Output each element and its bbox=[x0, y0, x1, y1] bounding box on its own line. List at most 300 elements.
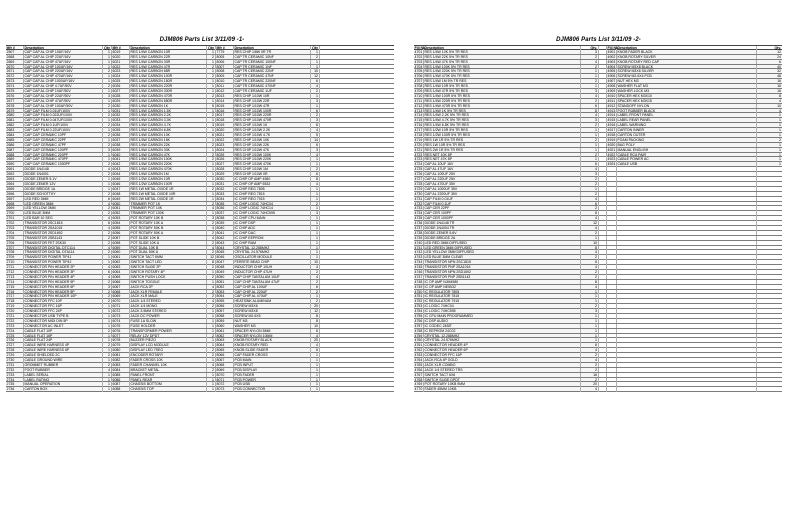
table-cell: CAP CAP AL CHIP 22UF/50V bbox=[24, 94, 103, 99]
table-cell: 10 bbox=[311, 324, 320, 329]
table-cell: CAP TR CERAMIC 470NF bbox=[234, 84, 311, 89]
table-cell bbox=[757, 348, 782, 353]
table-cell: CARTON BOX bbox=[24, 387, 103, 392]
table-cell bbox=[599, 216, 607, 221]
table-cell: 8050 bbox=[216, 275, 234, 280]
table-cell: TRANSISTOR 2SC1815 bbox=[24, 221, 103, 226]
table-cell: 2 bbox=[311, 89, 320, 94]
table-cell: 4 bbox=[207, 206, 216, 211]
table-cell: RES CHIP 1/10W 4.7K bbox=[234, 133, 311, 138]
table-cell bbox=[607, 221, 617, 226]
table-cell: 6034 bbox=[112, 123, 130, 128]
table-cell: 8012 bbox=[216, 89, 234, 94]
table-cell: 2733 bbox=[6, 373, 24, 378]
page-1-table bbox=[6, 45, 394, 392]
table-cell: 2689 bbox=[6, 157, 24, 162]
table-cell: 6040 bbox=[112, 153, 130, 158]
table-cell bbox=[607, 338, 617, 343]
table-cell: 8015 bbox=[216, 104, 234, 109]
table-cell bbox=[320, 177, 394, 182]
table-cell: RES 1/4W 220R 5% TR RES bbox=[424, 99, 581, 104]
table-cell: JACK 1/4 MONO bbox=[130, 304, 207, 309]
table-cell bbox=[617, 329, 757, 334]
table-cell: 4717 bbox=[414, 128, 423, 133]
table-cell: IC CHIP LOGIC 74HC04 bbox=[234, 202, 311, 207]
table-cell: RES 1/4W CARBON 150R bbox=[130, 79, 207, 84]
table-cell: 4727 bbox=[414, 177, 423, 182]
table-cell bbox=[599, 246, 607, 251]
table-cell: 2 bbox=[103, 206, 112, 211]
table-cell: 1 bbox=[757, 133, 782, 138]
table-cell bbox=[757, 343, 782, 348]
table-cell: TRANSISTOR PNP 2SA1015 bbox=[424, 265, 581, 270]
column-header: Fill No. bbox=[607, 46, 620, 50]
table-cell: CRYSTAL 24.576MHZ bbox=[234, 250, 311, 255]
table-cell: LED BLUE 3MM bbox=[24, 211, 103, 216]
table-cell: 4708 bbox=[414, 84, 423, 89]
table-cell bbox=[607, 304, 617, 309]
table-cell: 4712 bbox=[414, 103, 423, 108]
table-cell: TRANSISTOR DIGITAL DTC114 bbox=[24, 246, 103, 251]
table-cell: 6025 bbox=[112, 79, 130, 84]
table-cell: RES 1/4W 470R 5% TR RES bbox=[424, 104, 581, 109]
table-cell bbox=[599, 84, 607, 89]
table-cell: 4 bbox=[581, 265, 599, 270]
table-cell: CAP FADER CROSS bbox=[234, 353, 311, 358]
table-cell: 8051 bbox=[216, 280, 234, 285]
table-cell: 1 bbox=[207, 69, 216, 74]
table-cell: 4738 bbox=[414, 230, 423, 235]
table-cell bbox=[617, 202, 757, 207]
table-cell: 8035 bbox=[216, 202, 234, 207]
table-cell: 2703 bbox=[6, 226, 24, 231]
table-cell: 4 bbox=[311, 128, 320, 133]
table-cell: SWITCH SLIDE DPDT bbox=[424, 378, 581, 383]
table-cell: HEATSINK ALUMINUM bbox=[234, 299, 311, 304]
table-cell: 4 bbox=[103, 167, 112, 172]
table-cell: 6 bbox=[757, 60, 782, 65]
table-cell: 2 bbox=[103, 280, 112, 285]
table-cell: 8066 bbox=[216, 353, 234, 358]
table-cell: 3 bbox=[207, 123, 216, 128]
table-cell: 4 bbox=[207, 226, 216, 231]
table-cell: 2675 bbox=[6, 89, 24, 94]
table-cell: 4742 bbox=[414, 250, 423, 255]
table-cell: 2 bbox=[207, 143, 216, 148]
table-cell: 2 bbox=[207, 113, 216, 118]
table-cell: 4924 bbox=[607, 162, 616, 167]
table-cell: RES 1/4W CARBON 330R bbox=[130, 89, 207, 94]
table-cell: 6065 bbox=[112, 275, 130, 280]
table-cell: CAP AL 10UF 16V bbox=[424, 162, 581, 167]
table-cell: 8 bbox=[581, 109, 599, 114]
page-2-table bbox=[414, 45, 782, 392]
table-cell: 1 bbox=[207, 324, 216, 329]
table-cell: CAP CAP FILM 0.22UF/100V bbox=[24, 128, 103, 133]
table-cell bbox=[320, 378, 394, 383]
table-cell: 8044 bbox=[216, 246, 234, 251]
table-cell: 4919 bbox=[607, 137, 616, 142]
table-cell: SPACER HEX M3X15 bbox=[617, 99, 757, 104]
table-cell: CONNECTOR PIN HEADER 6P bbox=[24, 285, 103, 290]
table-cell: SCREW M3X8 BLACK bbox=[617, 65, 757, 70]
table-cell bbox=[599, 378, 607, 383]
table-cell: 2718 bbox=[6, 299, 24, 304]
table-cell bbox=[757, 382, 782, 387]
table-cell: 6086 bbox=[112, 378, 130, 383]
table-cell: RES CHIP 1/10W 47R bbox=[234, 104, 311, 109]
table-cell: 6071 bbox=[112, 304, 130, 309]
table-cell: RES 1W 1R 5% TR RES bbox=[424, 138, 581, 143]
table-cell: CONNECTOR MIDI DIN 5P bbox=[24, 319, 103, 324]
table-cell: RES 1/4W CARBON 22K bbox=[130, 143, 207, 148]
table-cell: 2 bbox=[207, 265, 216, 270]
table-cell bbox=[320, 128, 394, 133]
table-cell: 4 bbox=[581, 285, 599, 290]
table-cell: 2 bbox=[581, 177, 599, 182]
table-cell: 2716 bbox=[6, 290, 24, 295]
table-cell: 4713 bbox=[414, 108, 423, 113]
table-cell: CAP CAP AL CHIP 10UF/50V bbox=[24, 89, 103, 94]
table-cell bbox=[607, 348, 617, 353]
table-cell bbox=[757, 285, 782, 290]
table-cell: 6087 bbox=[112, 382, 130, 387]
table-cell: 8036 bbox=[216, 206, 234, 211]
table-cell: 1 bbox=[311, 378, 320, 383]
table-cell: 1 bbox=[103, 89, 112, 94]
table-cell: 1 bbox=[207, 329, 216, 334]
table-cell: PCB MAIN bbox=[234, 358, 311, 363]
table-cell: CAP CAP AL CHIP 4.7UF/50V bbox=[24, 84, 103, 89]
table-cell: 4 bbox=[581, 113, 599, 118]
table-cell: 6044 bbox=[112, 172, 130, 177]
table-cell: LED BAR 10 SEG bbox=[24, 216, 103, 221]
table-cell bbox=[757, 221, 782, 226]
table-cell: CAP TR CERAMIC 1NF bbox=[234, 65, 311, 70]
table-cell: 8005 bbox=[216, 55, 234, 60]
table-cell bbox=[607, 280, 617, 285]
table-cell bbox=[599, 382, 607, 387]
table-cell: SPACER NYLON 5MM bbox=[234, 329, 311, 334]
table-cell: 2 bbox=[581, 138, 599, 143]
table-cell: 1 bbox=[757, 162, 782, 167]
table-cell: 8017 bbox=[216, 113, 234, 118]
table-cell: RES 1/4W CARBON 6.8K bbox=[130, 128, 207, 133]
table-cell: 1 bbox=[581, 319, 599, 324]
table-cell: 4 bbox=[311, 265, 320, 270]
table-cell: 8070 bbox=[216, 373, 234, 378]
table-cell: 40 bbox=[757, 65, 782, 70]
table-cell: POT SLIDE 10K A bbox=[130, 241, 207, 246]
table-cell: 1 bbox=[103, 382, 112, 387]
table-cell: 2 bbox=[581, 99, 599, 104]
table-cell: 8 bbox=[581, 280, 599, 285]
table-cell: 4711 bbox=[414, 98, 423, 103]
table-cell: 6077 bbox=[112, 334, 130, 339]
table-cell: IC REGULATOR 7815 bbox=[424, 294, 581, 299]
table-cell: RES 1/4W CARBON 100K bbox=[130, 157, 207, 162]
table-cell: 4703 bbox=[414, 59, 423, 64]
table-cell: 6020 bbox=[112, 55, 130, 60]
table-cell: 8065 bbox=[216, 348, 234, 353]
table-cell bbox=[599, 211, 607, 216]
table-cell: RES 1/4W CARBON 220R bbox=[130, 84, 207, 89]
table-cell bbox=[599, 373, 607, 378]
table-cell: CAP TR CERAMIC 22NF bbox=[234, 69, 311, 74]
table-cell: 8039 bbox=[216, 221, 234, 226]
table-cell: SCREW M3X6 bbox=[234, 304, 311, 309]
table-cell: RES CHIP 1/10W 47K bbox=[234, 148, 311, 153]
table-cell: 4901 bbox=[607, 49, 616, 54]
table-cell: 2696 bbox=[6, 192, 24, 197]
table-cell: 2 bbox=[311, 202, 320, 207]
table-cell bbox=[607, 319, 617, 324]
table-cell bbox=[320, 118, 394, 123]
table-cell: 2 bbox=[103, 113, 112, 118]
table-cell: 4715 bbox=[414, 118, 423, 123]
table-cell: 8023 bbox=[216, 143, 234, 148]
table-cell: IC CHIP DSP bbox=[234, 221, 311, 226]
table-cell: 2677 bbox=[6, 99, 24, 104]
table-cell: 4916 bbox=[607, 123, 616, 128]
table-cell: RES 1/4W CARBON 2.2K bbox=[130, 113, 207, 118]
table-cell bbox=[757, 373, 782, 378]
table-cell: SCREW M2.6X4 PCB bbox=[617, 74, 757, 79]
table-cell: CAP CAP CERAMIC 47PF bbox=[24, 143, 103, 148]
table-cell: 8047 bbox=[216, 260, 234, 265]
table-cell: 4743 bbox=[414, 255, 423, 260]
table-cell: 8052 bbox=[216, 285, 234, 290]
table-cell: 5 bbox=[207, 104, 216, 109]
table-cell bbox=[320, 55, 394, 60]
table-cell: 4760 bbox=[414, 338, 423, 343]
table-cell bbox=[599, 290, 607, 295]
table-cell: 1 bbox=[311, 206, 320, 211]
table-cell: CAP TR CERAMIC 1UF bbox=[234, 89, 311, 94]
table-cell: KNOB ROTARY BLACK bbox=[234, 338, 311, 343]
table-cell: 6046 bbox=[112, 182, 130, 187]
table-cell: CRYSTAL 12.288MHZ bbox=[424, 334, 581, 339]
table-cell bbox=[757, 334, 782, 339]
table-cell: 2699 bbox=[6, 206, 24, 211]
table-cell: 6055 bbox=[112, 226, 130, 231]
table-cell: 1 bbox=[311, 65, 320, 70]
table-cell: TRANSISTOR DIGITAL DTA114 bbox=[24, 250, 103, 255]
table-cell: 6 bbox=[311, 285, 320, 290]
table-cell: LED YELLOW 3MM DIFFUSED bbox=[424, 250, 581, 255]
table-cell: 4721 bbox=[414, 147, 423, 152]
table-cell bbox=[599, 94, 607, 99]
table-cell: IC REGULATOR 7915 bbox=[424, 299, 581, 304]
table-cell: RES 1/4W 6.8K 5% TR RES bbox=[424, 123, 581, 128]
table-cell bbox=[607, 314, 617, 319]
table-cell: 16 bbox=[581, 373, 599, 378]
table-cell: 2 bbox=[103, 84, 112, 89]
table-cell bbox=[617, 226, 757, 231]
table-cell bbox=[757, 192, 782, 197]
table-cell bbox=[617, 241, 757, 246]
table-cell: 6068 bbox=[112, 290, 130, 295]
table-cell: 1 bbox=[207, 387, 216, 392]
table-cell: CABLE GROUND WIRE bbox=[24, 358, 103, 363]
table-cell: FERRITE BEAD CHIP bbox=[234, 260, 311, 265]
table-cell: 6 bbox=[581, 104, 599, 109]
table-cell: 1 bbox=[581, 299, 599, 304]
table-cell: IC REGULATOR 7805 bbox=[424, 290, 581, 295]
table-cell: 4733 bbox=[414, 206, 423, 211]
table-cell: CAP CAP CERAMIC 470PF bbox=[24, 157, 103, 162]
table-cell: 2680 bbox=[6, 113, 24, 118]
table-cell: STANDOFF NYLON bbox=[617, 104, 757, 109]
table-cell bbox=[607, 275, 617, 280]
table-cell: 1 bbox=[207, 172, 216, 177]
table-cell: 4723 bbox=[414, 157, 423, 162]
table-cell: 2685 bbox=[6, 138, 24, 143]
table-cell: 6072 bbox=[112, 309, 130, 314]
table-cell: RES 1/4W CARBON 68R bbox=[130, 69, 207, 74]
table-cell bbox=[599, 309, 607, 314]
table-cell: 8014 bbox=[216, 99, 234, 104]
table-cell bbox=[320, 94, 394, 99]
table-cell: 2 bbox=[581, 363, 599, 368]
table-cell bbox=[607, 343, 617, 348]
table-cell: 6074 bbox=[112, 319, 130, 324]
table-cell: 6 bbox=[581, 202, 599, 207]
table-cell: CONNECTOR AC INLET bbox=[24, 324, 103, 329]
table-cell: RES CHIP 1/10W 2.2K bbox=[234, 128, 311, 133]
table-cell: SWITCH TOGGLE bbox=[130, 280, 207, 285]
table-cell: 2507 bbox=[6, 50, 24, 55]
table-cell bbox=[607, 387, 617, 392]
table-cell bbox=[599, 334, 607, 339]
table-cell: INDUCTOR CHIP 47UH bbox=[234, 270, 311, 275]
table-cell bbox=[757, 314, 782, 319]
table-cell: 2 bbox=[207, 187, 216, 192]
table-cell: 4741 bbox=[414, 245, 423, 250]
table-cell: 4 bbox=[103, 226, 112, 231]
table-cell: 2 bbox=[103, 343, 112, 348]
table-cell bbox=[320, 123, 394, 128]
table-cell: 1 bbox=[757, 113, 782, 118]
table-cell: 1 bbox=[207, 314, 216, 319]
table-cell: 4718 bbox=[414, 133, 423, 138]
table-cell bbox=[320, 246, 394, 251]
table-cell: 2671 bbox=[6, 69, 24, 74]
table-cell: 2 bbox=[207, 294, 216, 299]
table-cell: 3 bbox=[103, 94, 112, 99]
table-cell: 8064 bbox=[216, 343, 234, 348]
table-cell: 2 bbox=[581, 255, 599, 260]
table-cell: 2 bbox=[207, 348, 216, 353]
table-cell: 1 bbox=[103, 79, 112, 84]
table-cell: 4729 bbox=[414, 186, 423, 191]
table-cell: PCB USB bbox=[234, 382, 311, 387]
table-cell: 1 bbox=[103, 348, 112, 353]
table-cell: 4 bbox=[581, 94, 599, 99]
table-cell: 8037 bbox=[216, 211, 234, 216]
table-cell: 6069 bbox=[112, 294, 130, 299]
table-cell: 8034 bbox=[216, 197, 234, 202]
table-cell: CONNECTOR HEADER 4P bbox=[424, 343, 581, 348]
table-cell: CAP CAP FILM 0.01UF/100V bbox=[24, 109, 103, 114]
table-cell bbox=[599, 324, 607, 329]
table-cell bbox=[320, 290, 394, 295]
table-cell: KNOB ROTARY RED bbox=[234, 343, 311, 348]
table-cell: DISPLAY LCD MODULE bbox=[130, 343, 207, 348]
table-cell: TRIMMER POT 10K bbox=[130, 206, 207, 211]
table-cell bbox=[599, 206, 607, 211]
table-cell: 2717 bbox=[6, 294, 24, 299]
table-cell: 2700 bbox=[6, 211, 24, 216]
column-header: Description bbox=[424, 46, 581, 51]
table-cell: CAP TR CERAMIC 100NF bbox=[234, 60, 311, 65]
table-cell bbox=[757, 368, 782, 373]
table-cell: 2 bbox=[103, 241, 112, 246]
table-cell: RES 1/4W CARBON 3.3K bbox=[130, 118, 207, 123]
table-cell: 8 bbox=[311, 123, 320, 128]
column-header: Mfr # bbox=[112, 46, 130, 51]
table-cell: RES 1/4W CARBON 47K bbox=[130, 153, 207, 158]
table-cell: TRANSISTOR POWER TIP41 bbox=[24, 255, 103, 260]
table-cell bbox=[617, 319, 757, 324]
table-cell bbox=[320, 84, 394, 89]
table-cell: BAG POLY bbox=[617, 143, 757, 148]
table-cell: 6075 bbox=[112, 324, 130, 329]
table-cell: CHASSIS BOTTOM bbox=[130, 382, 207, 387]
table-cell: 20 bbox=[311, 338, 320, 343]
table-cell: 2695 bbox=[6, 187, 24, 192]
table-cell: 12 bbox=[311, 74, 320, 79]
table-cell: RES 1/4W CARBON 470K bbox=[130, 167, 207, 172]
table-cell bbox=[599, 133, 607, 138]
table-cell: 8062 bbox=[216, 334, 234, 339]
table-cell: 8 bbox=[311, 319, 320, 324]
table-cell: 1 bbox=[581, 314, 599, 319]
table-cell bbox=[607, 182, 617, 187]
table-cell: 4911 bbox=[607, 98, 616, 103]
table-cell bbox=[320, 113, 394, 118]
table-cell bbox=[320, 202, 394, 207]
table-cell: CAP AL 47UF 16V bbox=[424, 167, 581, 172]
table-cell: DIODE 1N4001 bbox=[24, 172, 103, 177]
table-cell: 1 bbox=[103, 60, 112, 65]
table-cell: 1 bbox=[311, 387, 320, 392]
table-cell bbox=[599, 299, 607, 304]
table-cell: PCB FADER bbox=[234, 373, 311, 378]
table-cell: IC LOGIC 74HC595 bbox=[424, 309, 581, 314]
table-cell: 2 bbox=[207, 353, 216, 358]
table-cell: 1 bbox=[581, 74, 599, 79]
table-cell: 1 bbox=[207, 319, 216, 324]
table-cell bbox=[320, 157, 394, 162]
table-cell: 4 bbox=[103, 246, 112, 251]
table-cell: 1 bbox=[103, 314, 112, 319]
table-cell: 8072 bbox=[216, 382, 234, 387]
table-cell: 1 bbox=[207, 177, 216, 182]
table-cell: FOAM PACKING bbox=[617, 138, 757, 143]
table-cell bbox=[320, 363, 394, 368]
table-cell: RES 1/4W CARBON 470R bbox=[130, 94, 207, 99]
table-cell: 8024 bbox=[216, 148, 234, 153]
table-cell: CABLE FLAT 24P bbox=[24, 338, 103, 343]
table-cell: DIODE SCHOTTKY bbox=[24, 192, 103, 197]
table-cell: RES CHIP 1/10W 10K bbox=[234, 138, 311, 143]
table-cell: 2 bbox=[103, 162, 112, 167]
table-cell: RES CHIP 1/10W 220R bbox=[234, 113, 311, 118]
table-cell bbox=[599, 192, 607, 197]
table-cell: 6 bbox=[311, 143, 320, 148]
table-cell: 4734 bbox=[414, 211, 423, 216]
